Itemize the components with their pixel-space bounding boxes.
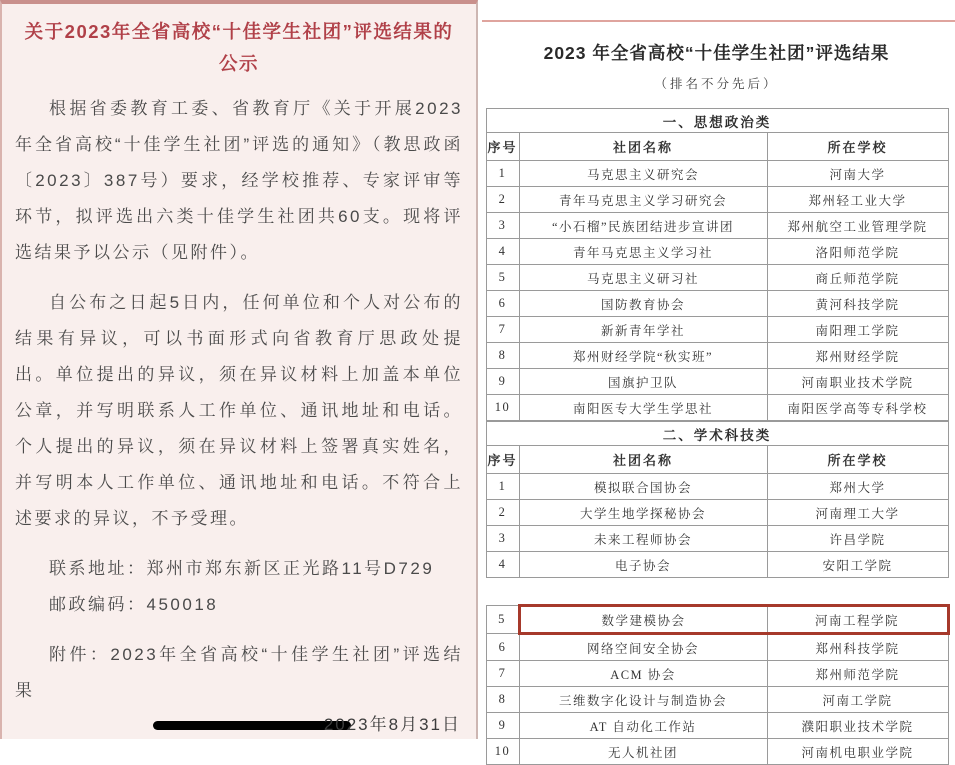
- column-header-row: [486, 133, 948, 161]
- table-row: [486, 161, 948, 187]
- club-name-cell: 大学生地学探秘协会: [519, 500, 767, 526]
- school-cell: 河南工学院: [767, 687, 948, 713]
- row-number-cell: 10: [486, 395, 519, 421]
- club-name-cell: 电子协会: [519, 552, 767, 578]
- col-header-index: 序号: [486, 446, 519, 474]
- results-panel: [478, 0, 955, 760]
- club-name-cell: 新新青年学社: [519, 317, 767, 343]
- table-row: [486, 187, 948, 213]
- table-row: [486, 395, 948, 421]
- col-header-index: 序号: [486, 133, 519, 161]
- section-1-title: 一、思想政治类: [486, 109, 948, 133]
- attachment-line: 附件：2023年全省高校“十佳学生社团”评选结果: [15, 645, 463, 701]
- club-name-cell: 南阳医专大学生学思社: [519, 395, 767, 421]
- row-number-cell: 3: [486, 526, 519, 552]
- table-section-2-top: [486, 421, 949, 578]
- table-row: [486, 265, 948, 291]
- club-name-cell: 马克思主义研习社: [519, 265, 767, 291]
- table-row: [486, 634, 948, 661]
- table-row: [486, 500, 948, 526]
- club-name-cell: 未来工程师协会: [519, 526, 767, 552]
- row-number-cell: 5: [486, 606, 519, 634]
- table-row: [486, 739, 948, 765]
- section-title-row: [486, 422, 948, 446]
- school-cell: 河南职业技术学院: [767, 369, 948, 395]
- club-name-cell: 青年马克思主义学习研究会: [519, 187, 767, 213]
- school-cell: 安阳工学院: [767, 552, 948, 578]
- row-number-cell: 6: [486, 634, 519, 661]
- row-number-cell: 3: [486, 213, 519, 239]
- page-stitch-gap: [486, 578, 948, 604]
- school-cell: 河南机电职业学院: [767, 739, 948, 765]
- row-number-cell: 7: [486, 661, 519, 687]
- notice-panel: [0, 0, 478, 739]
- school-cell: 商丘师范学院: [767, 265, 948, 291]
- club-name-cell: 无人机社团: [519, 739, 767, 765]
- table-row: [486, 474, 948, 500]
- table-section-2-bottom: [486, 604, 950, 765]
- school-cell: 黄河科技学院: [767, 291, 948, 317]
- row-number-cell: 9: [486, 713, 519, 739]
- school-cell: 郑州科技学院: [767, 634, 948, 661]
- table-row: [486, 369, 948, 395]
- club-name-cell: 青年马克思主义学习社: [519, 239, 767, 265]
- section-2-title: 二、学术科技类: [486, 422, 948, 446]
- date-line: [15, 703, 463, 737]
- section-title-row: [486, 109, 948, 133]
- table-row: [486, 526, 948, 552]
- school-cell: 郑州师范学院: [767, 661, 948, 687]
- table-row: [486, 552, 948, 578]
- col-header-club: 社团名称: [519, 133, 767, 161]
- results-tables: [486, 108, 948, 765]
- club-name-cell: 三维数字化设计与制造协会: [519, 687, 767, 713]
- header-rule: [482, 20, 955, 22]
- row-number-cell: 1: [486, 161, 519, 187]
- row-number-cell: 4: [486, 239, 519, 265]
- row-number-cell: 6: [486, 291, 519, 317]
- club-name-cell: “小石榴”民族团结进步宣讲团: [519, 213, 767, 239]
- postal-code-line: 邮政编码：450018: [49, 595, 219, 615]
- club-name-cell: 模拟联合国协会: [519, 474, 767, 500]
- table-row: [486, 213, 948, 239]
- table-row: [486, 687, 948, 713]
- table-row: [486, 239, 948, 265]
- row-number-cell: 10: [486, 739, 519, 765]
- row-number-cell: 8: [486, 687, 519, 713]
- school-cell: 许昌学院: [767, 526, 948, 552]
- col-header-club: 社团名称: [519, 446, 767, 474]
- row-number-cell: 2: [486, 187, 519, 213]
- school-cell: 郑州航空工业管理学院: [767, 213, 948, 239]
- school-cell: 河南大学: [767, 161, 948, 187]
- school-cell: 郑州财经学院: [767, 343, 948, 369]
- school-cell: 郑州大学: [767, 474, 948, 500]
- table-row: [486, 661, 948, 687]
- row-number-cell: 8: [486, 343, 519, 369]
- notice-date: 2023年8月31日: [323, 715, 461, 734]
- col-header-school: 所在学校: [767, 133, 948, 161]
- row-number-cell: 5: [486, 265, 519, 291]
- contact-address-line: 联系地址：郑州市郑东新区正光路11号D729: [49, 559, 435, 579]
- results-subtitle: （排名不分先后）: [654, 77, 779, 91]
- row-number-cell: 7: [486, 317, 519, 343]
- column-header-row: [486, 446, 948, 474]
- club-name-cell: 马克思主义研究会: [519, 161, 767, 187]
- club-name-cell: 郑州财经学院“秋实班”: [519, 343, 767, 369]
- redaction-bar: [153, 721, 351, 730]
- row-number-cell: 4: [486, 552, 519, 578]
- notice-paragraph-2: 自公布之日起5日内，任何单位和个人对公布的结果有异议，可以书面形式向省教育厅思政处提出。单位提出的异议，须在异议材料上加盖本单位公章，并写明联系人工作单位、通讯地址和电话。个人提出的异议，须在异议材料上签署真实姓名，并写明本人工作单位、通讯地址和电话。不符合上述要求的异议，不予受理。: [15, 292, 463, 529]
- table-row: [486, 713, 948, 739]
- table-section-1: [486, 108, 949, 421]
- school-cell: 南阳医学高等专科学校: [767, 395, 948, 421]
- notice-title: 关于2023年全省高校“十佳学生社团”评选结果的公示: [24, 21, 454, 75]
- school-cell: 洛阳师范学院: [767, 239, 948, 265]
- row-number-cell: 2: [486, 500, 519, 526]
- notice-paragraph-1: 根据省委教育工委、省教育厅《关于开展2023年全省高校“十佳学生社团”评选的通知》（教思政函〔2023〕387号）要求，经学校推荐、专家评审等环节，拟评选出六类十佳学生社团共60支。现将评选结果予以公示（见附件）。: [15, 98, 463, 262]
- club-name-cell: 数学建模协会: [519, 606, 767, 634]
- row-number-cell: 9: [486, 369, 519, 395]
- school-cell: 郑州轻工业大学: [767, 187, 948, 213]
- school-cell: 河南工程学院: [767, 606, 948, 634]
- school-cell: 濮阳职业技术学院: [767, 713, 948, 739]
- school-cell: 南阳理工学院: [767, 317, 948, 343]
- club-name-cell: AT 自动化工作站: [519, 713, 767, 739]
- row-number-cell: 1: [486, 474, 519, 500]
- table-row: [486, 317, 948, 343]
- table-row: [486, 606, 948, 634]
- school-cell: 河南理工大学: [767, 500, 948, 526]
- col-header-school: 所在学校: [767, 446, 948, 474]
- club-name-cell: 国旗护卫队: [519, 369, 767, 395]
- club-name-cell: ACM 协会: [519, 661, 767, 687]
- table-row: [486, 291, 948, 317]
- table-row: [486, 343, 948, 369]
- results-title: 2023 年全省高校“十佳学生社团”评选结果: [543, 43, 890, 63]
- club-name-cell: 国防教育协会: [519, 291, 767, 317]
- club-name-cell: 网络空间安全协会: [519, 634, 767, 661]
